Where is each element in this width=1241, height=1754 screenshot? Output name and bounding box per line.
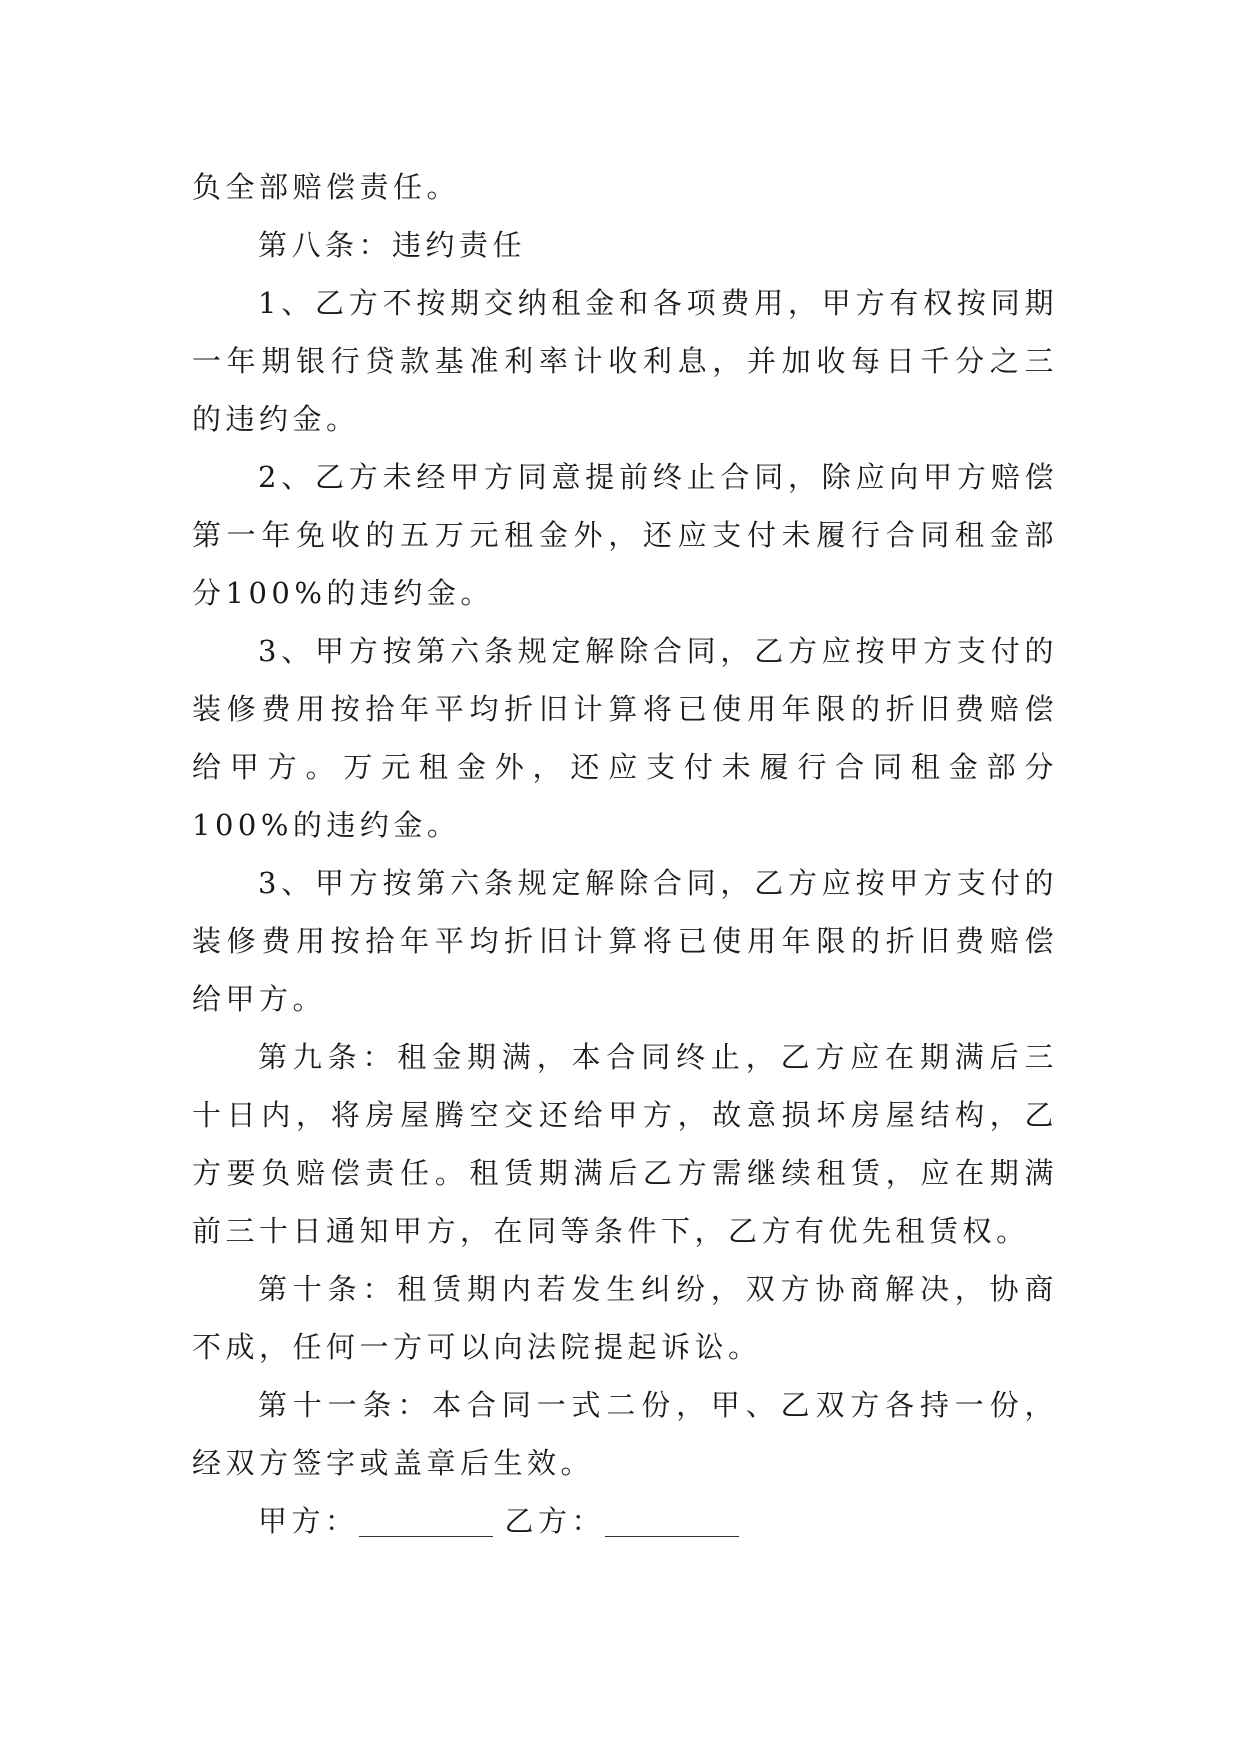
signature-row: [192, 1492, 1058, 1550]
article-10: 第十条：租赁期内若发生纠纷，双方协商解决，协商不成，任何一方可以向法院提起诉讼。: [192, 1272, 1058, 1364]
party-b-signature-blank: [605, 1508, 739, 1537]
document-page: [192, 158, 1058, 1550]
party-a-label: 甲方：: [258, 1504, 359, 1538]
article-8-clause-3b: 3、甲方按第六条规定解除合同，乙方应按甲方支付的装修费用按拾年平均折旧计算将已使用年限的折旧费赔偿给甲方。: [192, 866, 1058, 1016]
article-8-clause-1: 1、乙方不按期交纳租金和各项费用，甲方有权按同期一年期银行贷款基准利率计收利息，并加收每日千分之三的违约金。: [192, 286, 1058, 436]
article-8-heading: 第八条：违约责任: [258, 228, 527, 262]
paragraph-continuation: 负全部赔偿责任。: [192, 170, 461, 204]
article-9: 第九条：租金期满，本合同终止，乙方应在期满后三十日内，将房屋腾空交还给甲方，故意损坏房屋结构，乙方要负赔偿责任。租赁期满后乙方需继续租赁，应在期满前三十日通知甲方，在同等条件下，乙方有优先租赁权。: [192, 1040, 1058, 1248]
article-8-clause-2: 2、乙方未经甲方同意提前终止合同，除应向甲方赔偿第一年免收的五万元租金外，还应支付未履行合同租金部分100%的违约金。: [192, 460, 1058, 610]
article-11: 第十一条：本合同一式二份，甲、乙双方各持一份，经双方签字或盖章后生效。: [192, 1388, 1058, 1480]
article-8-clause-3a: 3、甲方按第六条规定解除合同，乙方应按甲方支付的装修费用按拾年平均折旧计算将已使用年限的折旧费赔偿给甲方。万元租金外，还应支付未履行合同租金部分 100%的违约金。: [192, 634, 1058, 842]
party-b-label: 乙方：: [504, 1504, 606, 1538]
party-a-signature-blank: [359, 1508, 493, 1537]
